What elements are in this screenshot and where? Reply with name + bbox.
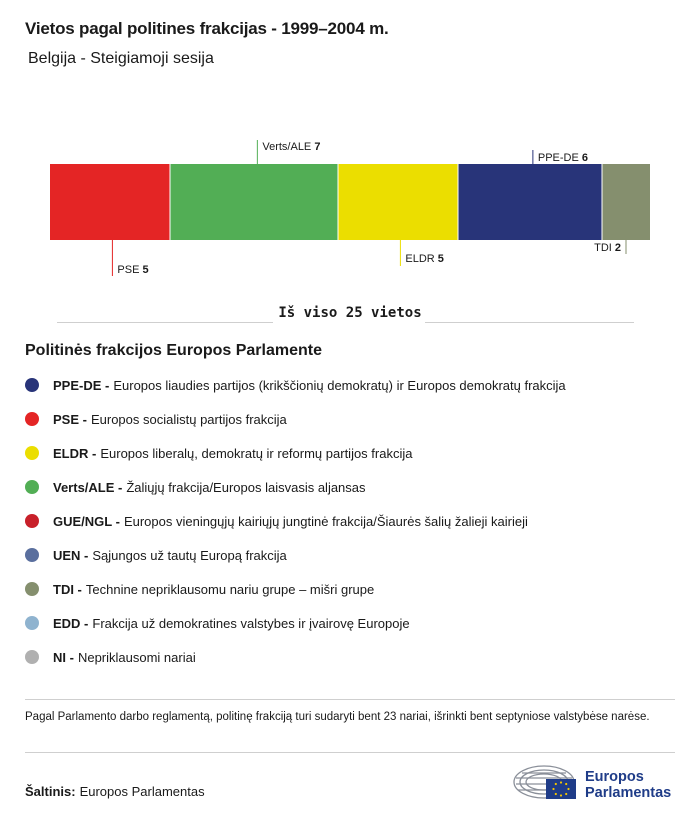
legend-desc: Žaliųjų frakcija/Europos laisvasis aljansas — [126, 479, 366, 495]
legend-item — [25, 470, 566, 504]
legend-desc: Frakcija už demokratines valstybes ir įvairovę Europoje — [92, 615, 410, 631]
legend-swatch — [25, 650, 39, 664]
data-label: PPE-DE 6 — [537, 152, 589, 164]
logo-line1: Europos — [585, 769, 644, 785]
source-label: Šaltinis: — [25, 784, 76, 799]
legend-code: ELDR - — [53, 445, 97, 461]
legend-desc: Technine nepriklausomu nariu grupe – mišri grupe — [85, 581, 375, 597]
bar-segment-ppe-de — [458, 164, 602, 240]
legend-item — [25, 640, 566, 674]
legend-code: Verts/ALE - — [53, 479, 123, 495]
legend-swatch — [25, 378, 39, 392]
legend-swatch — [25, 514, 39, 528]
legend-title: Politinės frakcijos Europos Parlamente — [25, 342, 322, 359]
data-label: PSE 5 — [117, 264, 149, 276]
legend-code: PSE - — [53, 411, 87, 427]
legend-item — [25, 368, 566, 402]
total-seats-label: Iš viso 25 vietos — [275, 303, 425, 323]
legend-desc: Sąjungos už tautų Europą frakcija — [92, 547, 287, 563]
legend-code: EDD - — [53, 615, 89, 631]
legend-swatch — [25, 582, 39, 596]
note-divider-bottom — [25, 752, 675, 753]
data-label: ELDR 5 — [405, 253, 444, 265]
legend-item — [25, 606, 566, 640]
chart-title: Vietos pagal politines frakcijas - 1999–2004 m. — [25, 19, 389, 38]
legend-swatch — [25, 616, 39, 630]
chart-subtitle: Belgija - Steigiamoji sesija — [28, 50, 214, 67]
bar-segment-verts-ale — [170, 164, 338, 240]
legend-item — [25, 572, 566, 606]
data-label: Verts/ALE 7 — [262, 141, 321, 153]
logo-line2: Parlamentas — [585, 785, 672, 801]
legend-swatch — [25, 480, 39, 494]
legend-list — [25, 368, 566, 674]
legend-swatch — [25, 548, 39, 562]
legend-desc: Nepriklausomi nariai — [77, 649, 196, 665]
legend-item — [25, 436, 566, 470]
legend-desc: Europos liberalų, demokratų ir reformų partijos frakcija — [100, 445, 413, 461]
legend-code: TDI - — [53, 581, 82, 597]
legend-desc: Europos socialistų partijos frakcija — [90, 411, 287, 427]
source-line — [25, 784, 205, 799]
total-divider-right — [418, 322, 634, 323]
legend-swatch — [25, 412, 39, 426]
legend-item — [25, 538, 566, 572]
total-divider-left — [57, 322, 273, 323]
source-value: Europos Parlamentas — [79, 784, 205, 799]
legend-code: UEN - — [53, 547, 89, 563]
bar-segment-tdi — [602, 164, 650, 240]
note-divider-top — [25, 699, 675, 700]
legend-code: GUE/NGL - — [53, 513, 120, 529]
seat-bar-chart — [0, 130, 700, 290]
data-label: TDI 2 — [594, 242, 621, 254]
legend-code: PPE-DE - — [53, 377, 110, 393]
legend-code: NI - — [53, 649, 74, 665]
legend-desc: Europos vieningųjų kairiųjų jungtinė frakcija/Šiaurės šalių žalieji kairieji — [123, 513, 528, 529]
legend-swatch — [25, 446, 39, 460]
legend-item — [25, 402, 566, 436]
legend-item — [25, 504, 566, 538]
bar-segment-eldr — [338, 164, 458, 240]
bar-segment-pse — [50, 164, 170, 240]
rules-note: Pagal Parlamento darbo reglamentą, politinę frakciją turi sudaryti bent 23 nariai, išrinkti bent septyniose valstybėse narėse. — [25, 711, 650, 723]
legend-desc: Europos liaudies partijos (krikščionių demokratų) ir Europos demokratų frakcija — [113, 377, 566, 393]
parliament-logo-text — [585, 769, 671, 801]
